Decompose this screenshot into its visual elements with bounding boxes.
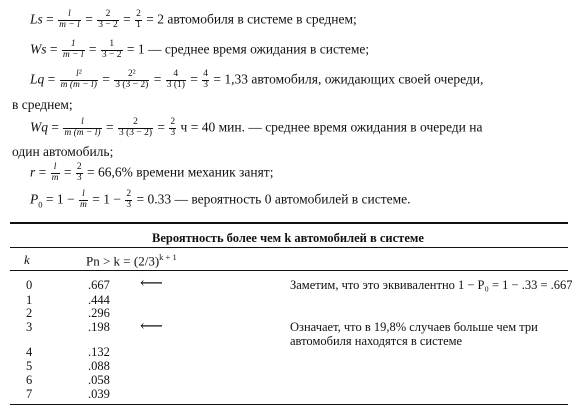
formula-r: r = $\frac{l}{m}$ = $\frac{2}{3}$ = 66,6% времени механик занят; — [30, 162, 274, 183]
fraction: $\frac{2}{3}$ — [76, 162, 82, 183]
note-probability — [290, 320, 538, 349]
arrow-left-icon: ⟵ — [140, 275, 163, 292]
table-cell-k: 1 — [26, 293, 33, 307]
fraction: $\frac{1}{3 - 2}$ — [101, 39, 122, 60]
table-header-rule — [10, 270, 568, 271]
formula-r-result: = 66,6% времени механик занят; — [87, 164, 274, 180]
note-probability-line2: автомобиля находятся в системе — [290, 334, 463, 349]
table-cell-p: .296 — [88, 306, 110, 320]
formula-p0-result: = 0.33 — вероятность 0 автомобилей в системе. — [136, 191, 411, 207]
formula-p0 — [30, 190, 411, 211]
table-cell-k: 6 — [26, 373, 33, 387]
fraction: $\frac{l}{m}$ — [51, 162, 59, 183]
formula-p0-pre: = 1 − — [45, 191, 75, 207]
table-title-rule — [10, 247, 568, 248]
formula-ls-lhs: Ls — [30, 11, 43, 27]
table-cell-p: .039 — [88, 387, 110, 401]
formula-wq: Wq = $\frac{l}{m (m - l)}$ = $\frac{2}{3 (3 - 2)}$ = $\frac{2}{3}$ ч = 40 мин. — среднее время ожидания в очереди на — [30, 117, 483, 138]
table-cell-k: 7 — [26, 387, 33, 401]
formula-ws-lhs: Ws — [30, 41, 47, 57]
table-cell-k: 4 — [26, 345, 33, 359]
fraction: $\frac{\text{l²}}{m (m - l)}$ — [60, 69, 97, 90]
table-cell-k: 0 — [26, 278, 33, 292]
table-cell-p: .667 — [88, 278, 110, 292]
table-bottom-rule — [10, 404, 568, 405]
table-cell-p: .058 — [88, 373, 110, 387]
table-cell-k: 5 — [26, 359, 33, 373]
formula-lq-lhs: Lq — [30, 71, 45, 87]
fraction: $\frac{4}{3}$ — [203, 69, 209, 90]
fraction: $\frac{2}{3 (3 - 2)}$ — [118, 117, 153, 138]
fraction: $\frac{2}{1}$ — [136, 9, 141, 30]
formula-p0-lhs: P — [30, 191, 39, 207]
fraction: $\frac{\text{2²}}{3 (3 - 2)}$ — [115, 69, 149, 90]
fraction: $\frac{l}{m}$ — [79, 189, 87, 210]
table-cell-p: .132 — [88, 345, 110, 359]
table-cell-p: .198 — [88, 320, 110, 334]
fraction: $\frac{2}{3}$ — [170, 117, 176, 138]
formula-lq-result: = 1,33 автомобиля, ожидающих своей очереди, — [213, 71, 484, 87]
formula-wq-lhs: Wq — [30, 119, 48, 135]
formula-ws: Ws = $\frac{1}{m - l}$ = $\frac{1}{3 - 2}$ = 1 — среднее время ожидания в системе; — [30, 39, 370, 60]
formula-ws-result: = 1 — среднее время ожидания в системе; — [126, 41, 370, 57]
formula-r-lhs: r — [30, 164, 36, 180]
formula-wq-continuation: один автомобиль; — [12, 144, 114, 159]
fraction: $\frac{2}{3 - 2}$ — [98, 9, 118, 30]
formula-wq-result: ч = 40 мин. — среднее время ожидания в очереди на — [180, 119, 483, 135]
table-cell-p: .444 — [88, 293, 110, 307]
fraction: $\frac{1}{m - l}$ — [62, 39, 84, 60]
fraction: $\frac{2}{3}$ — [126, 189, 132, 210]
fraction: $\frac{l}{m (m - l)}$ — [64, 117, 101, 138]
formula-ls: Ls = $\frac{l}{m - l}$ = $\frac{2}{3 - 2}$ = $\frac{2}{1}$ = 2 автомобиля в системе в среднем; — [30, 9, 357, 30]
table-top-rule — [10, 222, 568, 224]
note-probability-line1: Означает, что в 19,8% случаев больше чем три — [290, 320, 538, 334]
arrow-left-icon: ⟵ — [140, 318, 163, 335]
table-title: Вероятность более чем k автомобилей в системе — [152, 231, 424, 245]
formula-ls-result: = 2 автомобиля в системе в среднем; — [146, 11, 357, 27]
formula-p0-sub: 0 — [38, 199, 43, 210]
table-cell-k: 2 — [26, 306, 33, 320]
formula-p0-mid: = 1 − — [92, 191, 121, 207]
fraction: $\frac{4}{3 (1)}$ — [166, 69, 185, 90]
table-cell-k: 3 — [26, 320, 33, 334]
formula-lq: Lq = $\frac{\text{l²}}{m (m - l)}$ = $\frac{\text{2²}}{3 (3 - 2)}$ = $\frac{4}{3 (1)}$ = $\frac{4}{3}$ = 1,33 автомобиля, ожидающих своей очереди, — [30, 69, 484, 90]
column-header-k: k — [24, 252, 30, 267]
table-cell-p: .088 — [88, 359, 110, 373]
fraction: $\frac{l}{m - l}$ — [59, 9, 80, 30]
note-equivalent: Заметим, что это эквивалентно 1 − P₀ = 1 − .33 = .667 — [290, 278, 573, 292]
formula-lq-continuation: в среднем; — [12, 97, 73, 112]
column-header-p: $Pn > k = (2/3)^{k + 1}$ — [86, 252, 177, 269]
